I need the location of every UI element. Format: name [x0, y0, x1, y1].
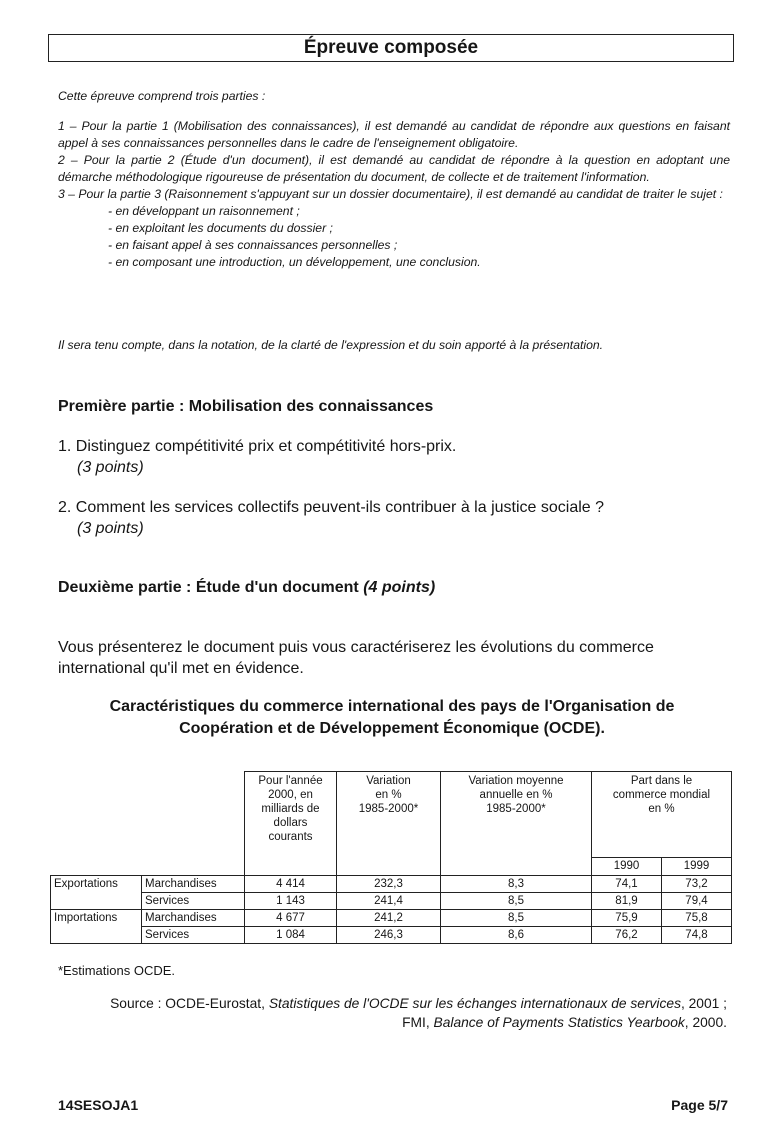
trade-table	[50, 771, 732, 944]
question-1-points: (3 points)	[77, 459, 144, 476]
header-line: Variation	[366, 775, 411, 787]
bullet-item: - en faisant appel à ses connaissances personnelles ;	[108, 238, 398, 252]
page-number: Page 5/7	[671, 1097, 728, 1113]
cell-share-1999: 79,4	[662, 893, 732, 910]
cell-variation: 241,4	[337, 893, 441, 910]
part1-heading: Première partie : Mobilisation des connaissances	[58, 398, 434, 415]
document-title-line1: Caractéristiques du commerce international des pays de l'Organisation de	[109, 698, 675, 715]
bullet-item: - en exploitant les documents du dossier ;	[108, 221, 333, 235]
cell-average: 8,5	[441, 893, 592, 910]
part2-heading-points: (4 points)	[363, 579, 436, 596]
cell-variation: 241,2	[337, 910, 441, 927]
cell-share-1990: 74,1	[592, 876, 662, 893]
row-group-label: Importations	[51, 910, 142, 944]
cell-value: 1 143	[245, 893, 337, 910]
cell-share-1990: 81,9	[592, 893, 662, 910]
row-type: Services	[142, 927, 245, 944]
exam-code: 14SESOJA1	[58, 1097, 139, 1113]
part2-heading	[58, 578, 435, 598]
header-line: annuelle en %	[479, 789, 553, 801]
table-row	[51, 893, 732, 910]
part2-instruction: Vous présenterez le document puis vous caractériserez les évolutions du commerce international qu'il met en évidence.	[58, 639, 654, 677]
intro-lead: Cette épreuve comprend trois parties :	[58, 89, 266, 103]
header-variation	[337, 772, 441, 876]
header-value-2000	[245, 772, 337, 876]
header-line: courants	[268, 831, 313, 843]
header-line: 1985-2000*	[358, 803, 419, 815]
intro-block	[58, 88, 730, 105]
cell-variation: 246,3	[337, 927, 441, 944]
header-line: 2000, en	[268, 789, 313, 801]
bullet-item: - en composant une introduction, un développement, une conclusion.	[108, 255, 481, 269]
header-line: 1985-2000*	[486, 803, 546, 815]
page-title: Épreuve composée	[48, 34, 734, 62]
cell-average: 8,3	[441, 876, 592, 893]
cell-share-1990: 76,2	[592, 927, 662, 944]
part2-heading-text: Deuxième partie : Étude d'un document	[58, 579, 359, 596]
cell-share-1999: 73,2	[662, 876, 732, 893]
table-header-row	[51, 772, 732, 858]
source-prefix: Source : OCDE-Eurostat,	[110, 996, 269, 1011]
source-citation	[100, 994, 727, 1032]
header-line: Variation moyenne	[468, 775, 564, 787]
header-line: en %	[648, 803, 675, 815]
header-world-share	[592, 772, 732, 858]
question-2	[58, 497, 738, 539]
instructions-block	[58, 118, 730, 271]
table-footnote: *Estimations OCDE.	[58, 963, 176, 978]
table-corner	[51, 772, 245, 876]
cell-average: 8,6	[441, 927, 592, 944]
cell-average: 8,5	[441, 910, 592, 927]
header-average-variation	[441, 772, 592, 876]
cell-value: 4 677	[245, 910, 337, 927]
table-row	[51, 910, 732, 927]
presentation-note-block	[58, 337, 730, 354]
header-line: dollars	[273, 817, 308, 829]
header-line: commerce mondial	[612, 789, 711, 801]
row-group-label: Exportations	[51, 876, 142, 910]
cell-share-1999: 74,8	[662, 927, 732, 944]
table-row	[51, 876, 732, 893]
cell-value: 4 414	[245, 876, 337, 893]
header-year-1999: 1999	[662, 858, 732, 876]
source-title-1: Statistiques de l'OCDE sur les échanges internationaux de services	[268, 996, 681, 1011]
question-1	[58, 436, 738, 478]
source-suffix: , 2000.	[684, 1015, 727, 1030]
question-2-text: 2. Comment les services collectifs peuvent-ils contribuer à la justice sociale ?	[58, 499, 605, 516]
cell-share-1990: 75,9	[592, 910, 662, 927]
header-line: Part dans le	[630, 775, 693, 787]
bullet-item: - en développant un raisonnement ;	[108, 204, 300, 218]
row-type: Marchandises	[142, 910, 245, 927]
header-line: en %	[375, 789, 402, 801]
instruction-part1: 1 – Pour la partie 1 (Mobilisation des connaissances), il est demandé au candidat de répondre aux questions en faisant appel à ses connaissances personnelles dans le cadre de l'enseignement obligatoire.	[58, 119, 730, 150]
header-year-1990: 1990	[592, 858, 662, 876]
row-type: Marchandises	[142, 876, 245, 893]
instruction-part2: 2 – Pour la partie 2 (Étude d'un document), il est demandé au candidat de répondre à la question en adoptant une démarche méthodologique rigoureuse de présentation du document, de collecte et de traitement l'information.	[58, 153, 730, 184]
source-middle: , 2001 ; FMI,	[402, 996, 727, 1030]
presentation-note: Il sera tenu compte, dans la notation, de la clarté de l'expression et du soin apporté à la présentation.	[58, 338, 604, 352]
row-type: Services	[142, 893, 245, 910]
header-line: milliards de	[261, 803, 320, 815]
document-title	[58, 696, 726, 740]
table-row	[51, 927, 732, 944]
document-title-line2: Coopération et de Développement Économique (OCDE).	[179, 720, 605, 737]
header-line: Pour l'année	[258, 775, 323, 787]
cell-variation: 232,3	[337, 876, 441, 893]
instruction-part3: 3 – Pour la partie 3 (Raisonnement s'appuyant sur un dossier documentaire), il est demandé au candidat de traiter le sujet :	[58, 187, 723, 201]
question-1-text: 1. Distinguez compétitivité prix et compétitivité hors-prix.	[58, 438, 457, 455]
cell-value: 1 084	[245, 927, 337, 944]
question-2-points: (3 points)	[77, 520, 144, 537]
source-title-2: Balance of Payments Statistics Yearbook	[433, 1015, 685, 1030]
cell-share-1999: 75,8	[662, 910, 732, 927]
